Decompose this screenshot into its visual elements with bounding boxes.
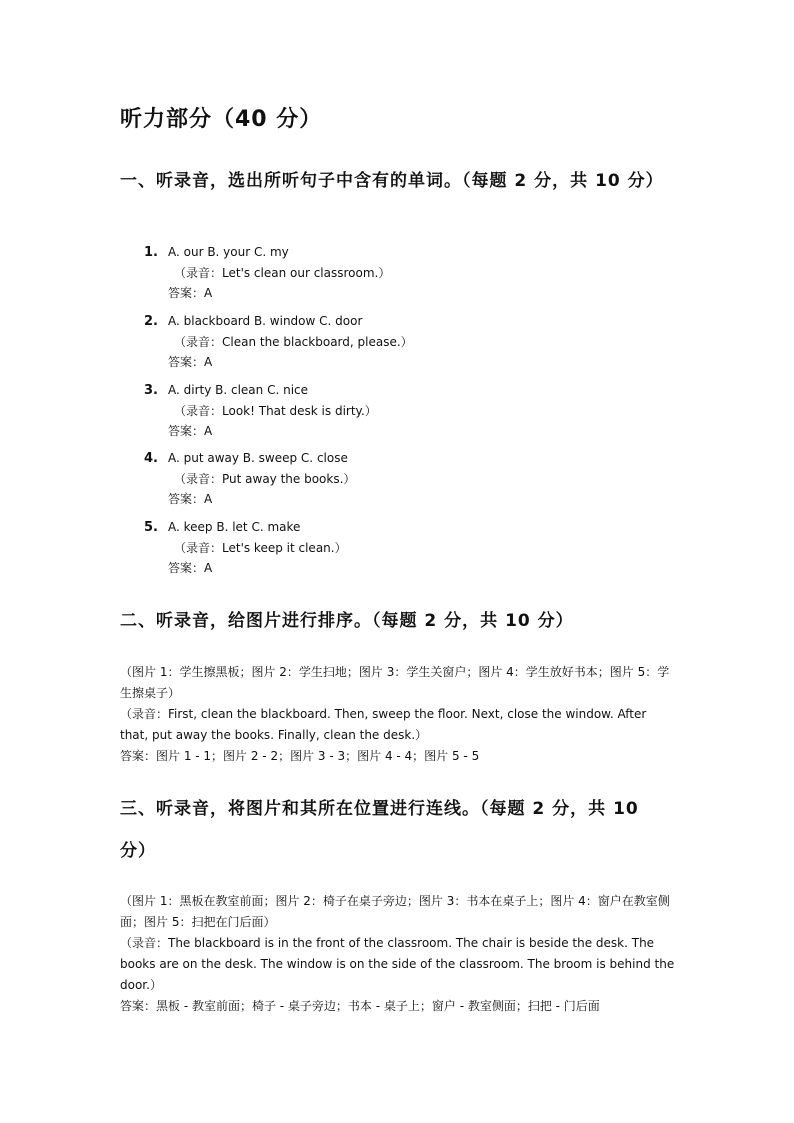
question-3 [144, 380, 377, 441]
question-recording: （录音：Look! That desk is dirty.） [174, 404, 377, 418]
question-recording: （录音：Let's clean our classroom.） [174, 266, 391, 280]
section3-body [120, 891, 678, 1017]
question-4 [144, 448, 355, 509]
question-answer: 答案：A [168, 492, 213, 506]
section3-answer: 答案：黑板 - 教室前面；椅子 - 桌子旁边；书本 - 桌子上；窗户 - 教室侧面；扫把 - 门后面 [120, 999, 600, 1013]
question-options: A. dirty B. clean C. nice [168, 383, 309, 397]
section2-recording: （录音：First, clean the blackboard. Then, sweep the floor. Next, close the window. After that, put away the books. Finally, clean the desk.） [120, 707, 647, 742]
section3-pictures: （图片 1：黑板在教室前面；图片 2：椅子在桌子旁边；图片 3：书本在桌子上；图片 4：窗户在教室侧面；图片 5：扫把在门后面） [120, 894, 670, 929]
section2-body [120, 662, 678, 767]
question-2 [144, 311, 413, 372]
question-answer: 答案：A [168, 286, 213, 300]
question-options: A. put away B. sweep C. close [168, 451, 348, 465]
section2-pictures: （图片 1：学生擦黑板；图片 2：学生扫地；图片 3：学生关窗户；图片 4：学生放好书本；图片 5：学生擦桌子） [120, 665, 670, 700]
question-answer: 答案：A [168, 561, 213, 575]
section3-heading-cont: 分） [120, 841, 156, 861]
question-recording: （录音：Let's keep it clean.） [174, 541, 347, 555]
question-number: 2. [144, 314, 158, 329]
question-options: A. blackboard B. window C. door [168, 314, 363, 328]
section1-heading: 一、听录音，选出所听句子中含有的单词。（每题 2 分，共 10 分） [120, 171, 664, 191]
question-number: 4. [144, 451, 158, 466]
section2-heading: 二、听录音，给图片进行排序。（每题 2 分，共 10 分） [120, 611, 574, 631]
question-options: A. our B. your C. my [168, 245, 289, 259]
question-answer: 答案：A [168, 355, 213, 369]
question-number: 5. [144, 520, 158, 535]
section2-answer: 答案：图片 1 - 1；图片 2 - 2；图片 3 - 3；图片 4 - 4；图片 5 - 5 [120, 749, 480, 763]
section3-heading: 三、听录音，将图片和其所在位置进行连线。（每题 2 分，共 10 [120, 799, 639, 819]
question-1 [144, 242, 390, 303]
question-number: 1. [144, 245, 158, 260]
question-recording: （录音：Clean the blackboard, please.） [174, 335, 413, 349]
question-recording: （录音：Put away the books.） [174, 472, 356, 486]
page-title: 听力部分（40 分） [120, 107, 323, 132]
question-options: A. keep B. let C. make [168, 520, 301, 534]
section3-recording: （录音：The blackboard is in the front of the classroom. The chair is beside the desk. The books are on the desk. The window is on the side of the classroom. The broom is behind the door.） [120, 936, 675, 992]
question-number: 3. [144, 383, 158, 398]
question-5 [144, 517, 347, 578]
question-answer: 答案：A [168, 424, 213, 438]
